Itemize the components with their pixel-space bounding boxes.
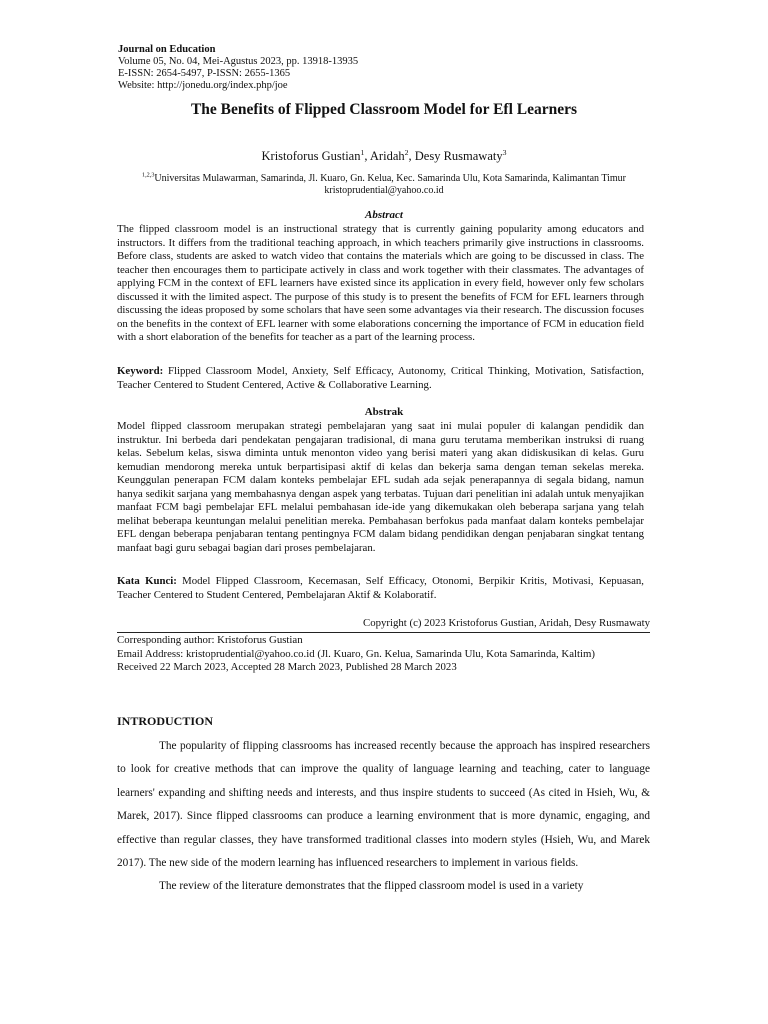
author-name: Kristoforus Gustian (261, 149, 361, 163)
corresponding-author: Corresponding author: Kristoforus Gustian (117, 634, 303, 646)
corresponding-email: Email Address: kristoprudential@yahoo.co.id (Jl. Kuaro, Gn. Kelua, Samarinda Ulu, Kota Samarinda, Kaltim) (117, 647, 596, 660)
author-affil-sup: 1 (360, 147, 365, 157)
keywords-list: Flipped Classroom Model, Anxiety, Self Efficacy, Autonomy, Critical Thinking, Motivation, Satisfaction, Teacher Centered to Student Centered, Active & Collaborative Learning. (117, 365, 644, 391)
abstrak-heading: Abstrak (364, 406, 404, 418)
abstract-text: The flipped classroom model is an instructional strategy that is currently gaining popularity among educators and instructors. It differs from the traditional teaching approach, in which teachers primarily give instructions in classrooms. Before class, students are asked to watch video that contains the materials which are going to be discussed in class. The teacher then encourages them to participate actively in class and work together with their classmates. The advantages of applying FCM in the context of EFL learners have existed since its application in every field, however only few scholars discussed it with the limited aspect. The purpose of this study is to present the benefits of FCM for EFL learners through discussing the ideas proposed by some scholars that have seen some advantages via their research. The discussion focuses on the benefits in the context of EFL learner with some elaborations concerning the importance of FCM in education field with a short elaboration of the benefits for teacher as a part of the learning process. (117, 223, 644, 343)
website-link[interactable]: Website: http://jonedu.org/index.php/joe (118, 80, 288, 91)
affiliation-text: Universitas Mulawarman, Samarinda, Jl. Kuaro, Gn. Kelua, Kec. Samarinda Ulu, Kota Samarinda, Kalimantan Timur (154, 173, 626, 184)
author-name: Aridah (369, 149, 405, 163)
author-separator: , (408, 149, 415, 163)
author-list (0, 149, 768, 164)
affiliation-sup: 1,2,3 (142, 171, 155, 179)
journal-header (118, 44, 358, 92)
author-affil-sup: 2 (404, 147, 409, 157)
keywords (117, 365, 644, 392)
affiliation-block (0, 173, 768, 197)
author-separator: , (364, 149, 370, 163)
volume-info: Volume 05, No. 04, Mei-Agustus 2023, pp. 13918-13935 (118, 56, 359, 67)
paper-title: The Benefits of Flipped Classroom Model for Efl Learners (190, 101, 578, 118)
abstract-heading: Abstract (365, 209, 403, 221)
abstrak-text: Model flipped classroom merupakan strategi pembelajaran yang saat ini mulai populer di kalangan pendidik dan instruktur. Ini berbeda dari pendekatan pengajaran tradisional, di mana guru terutama memberikan instruksi di ruang kelas. Sebelum kelas, siswa diminta untuk menonton video yang berisi materi yang akan didiskusikan di kelas. Guru kemudian mendorong mereka untuk berpartisipasi aktif di kelas dan bekerja sama dengan teman sekelas mereka. Keunggulan penerapan FCM dalam konteks pembelajar EFL sudah ada sejak penerapannya di segala bidang, namun hanya sedikit sarjana yang membahasnya dengan aspek yang terbatas. Tujuan dari penelitian ini adalah untuk menyajikan manfaat FCM bagi pembelajar EFL melalui pembahasan ide-ide yang dikemukakan oleh beberapa sarjana yang telah melihat beberapa keuntungan melalui penelitian mereka. Pembahasan berfokus pada manfaat dalam konteks pembelajar EFL dengan beberapa penjabaran tentang pentingnya FCM dalam bidang pendidikan dengan penjabaran singkat tentang manfaat bagi guru sebagai bagian dari proses pembelajaran. (117, 420, 644, 554)
body-paragraph: The review of the literature demonstrates that the flipped classroom model is used in a variety (159, 880, 584, 893)
kata-kunci-list: Model Flipped Classroom, Kecemasan, Self Efficacy, Otonomi, Berpikir Kritis, Motivasi, Kepuasan, Teacher Centered to Student Centered, Pembelajaran Aktif & Kolaboratif. (117, 575, 644, 601)
correspondence-block (117, 634, 657, 675)
journal-name: Journal on Education (118, 44, 216, 55)
body-paragraph: The popularity of flipping classrooms has increased recently because the approach has inspired researchers to look for creative methods that can improve the quality of language learning and teaching, cater to language learners' expanding and shifting needs and interests, and thus inspire students to succeed (As cited in Hsieh, Wu, & Marek, 2017). Since flipped classrooms can produce a learning environment that is more dynamic, engaging, and effective than regular classes, they have transformed traditional classes into modern styles (Hsieh, Wu, and Marek 2017). The new side of the modern learning has influenced researchers to implement in various fields. (117, 740, 650, 870)
publication-dates: Received 22 March 2023, Accepted 28 March 2023, Published 28 March 2023 (117, 661, 457, 673)
affiliation-line (0, 173, 768, 185)
keywords-label: Keyword: (117, 365, 164, 377)
author-name: Desy Rusmawaty (414, 149, 503, 163)
divider (117, 632, 650, 633)
copyright-notice: Copyright (c) 2023 Kristoforus Gustian, Aridah, Desy Rusmawaty (363, 617, 650, 629)
introduction-body (117, 735, 650, 899)
issn-info: E-ISSN: 2654-5497, P-ISSN: 2655-1365 (118, 68, 291, 79)
author-affil-sup: 3 (502, 147, 507, 157)
kata-kunci (117, 575, 644, 602)
kata-kunci-label: Kata Kunci: (117, 575, 177, 587)
affiliation-email[interactable]: kristoprudential@yahoo.co.id (324, 185, 444, 196)
introduction-heading: INTRODUCTION (117, 714, 214, 728)
